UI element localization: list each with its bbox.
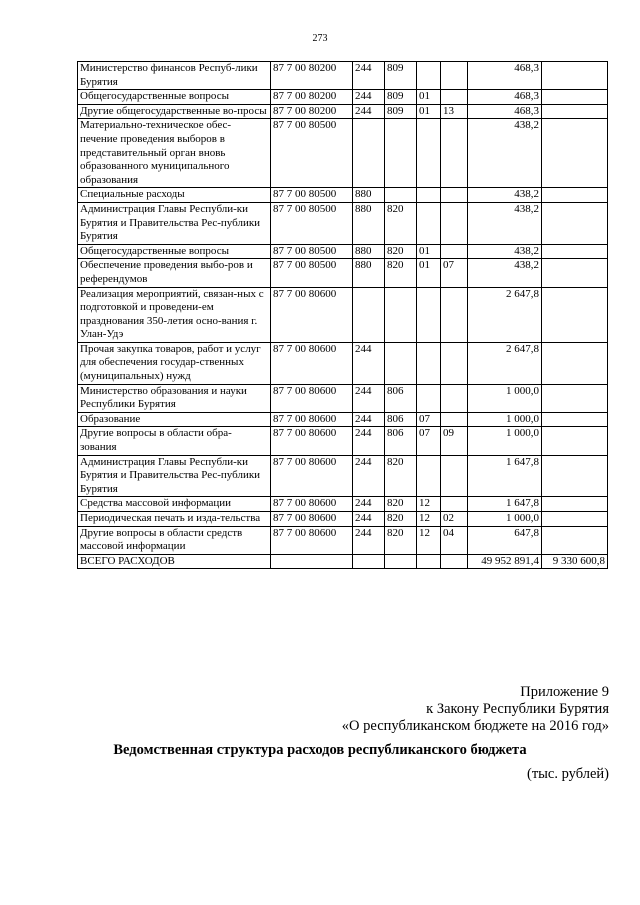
cell-target-article <box>271 554 353 569</box>
cell-administrator: 820 <box>385 202 417 244</box>
cell-amount: 1 647,8 <box>468 455 542 497</box>
cell-amount: 1 647,8 <box>468 497 542 512</box>
cell-expense-type <box>353 554 385 569</box>
cell-target-article: 87 7 00 80500 <box>271 259 353 287</box>
budget-table-body <box>78 62 608 569</box>
cell-target-article: 87 7 00 80600 <box>271 427 353 455</box>
cell-expense-type <box>353 119 385 188</box>
cell-name: Другие вопросы в области обра-зования <box>78 427 271 455</box>
cell-name: Администрация Главы Республи-ки Бурятия и Правительства Рес-публики Бурятия <box>78 455 271 497</box>
cell-administrator: 820 <box>385 526 417 554</box>
cell-target-article: 87 7 00 80500 <box>271 119 353 188</box>
cell-name: Другие вопросы в области средств массовой информации <box>78 526 271 554</box>
cell-subsection <box>441 412 468 427</box>
cell-expense-type: 244 <box>353 62 385 90</box>
cell-amount-2 <box>542 259 608 287</box>
table-row <box>78 342 608 384</box>
cell-administrator: 809 <box>385 90 417 105</box>
appendix-law: к Закону Республики Бурятия <box>426 701 609 717</box>
cell-amount-2 <box>542 412 608 427</box>
cell-section: 12 <box>417 526 441 554</box>
cell-section: 07 <box>417 412 441 427</box>
appendix-law-title: «О республиканском бюджете на 2016 год» <box>341 718 609 734</box>
cell-section <box>417 455 441 497</box>
cell-administrator: 806 <box>385 412 417 427</box>
table-row <box>78 384 608 412</box>
cell-name: Администрация Главы Республи-ки Бурятия и Правительства Рес-публики Бурятия <box>78 202 271 244</box>
cell-section: 01 <box>417 259 441 287</box>
table-row <box>78 427 608 455</box>
cell-expense-type: 244 <box>353 104 385 119</box>
cell-amount: 438,2 <box>468 259 542 287</box>
cell-target-article: 87 7 00 80200 <box>271 90 353 105</box>
table-row <box>78 526 608 554</box>
cell-subsection <box>441 455 468 497</box>
document-title: Ведомственная структура расходов республиканского бюджета <box>113 742 527 758</box>
cell-section: 12 <box>417 512 441 527</box>
cell-administrator <box>385 342 417 384</box>
cell-amount-2 <box>542 188 608 203</box>
cell-target-article: 87 7 00 80600 <box>271 455 353 497</box>
cell-subsection <box>441 90 468 105</box>
cell-section <box>417 342 441 384</box>
cell-name: Министерство образования и науки Республики Бурятия <box>78 384 271 412</box>
appendix-reference <box>342 684 609 735</box>
table-row <box>78 202 608 244</box>
cell-amount: 1 000,0 <box>468 512 542 527</box>
cell-subsection: 13 <box>441 104 468 119</box>
cell-target-article: 87 7 00 80600 <box>271 384 353 412</box>
cell-name: Реализация мероприятий, связан-ных с подготовкой и проведени-ем празднования 350-летия осно-вания г. Улан-Удэ <box>78 287 271 342</box>
cell-amount: 647,8 <box>468 526 542 554</box>
cell-subsection <box>441 62 468 90</box>
cell-name: Министерство финансов Респуб-лики Бурятия <box>78 62 271 90</box>
cell-administrator <box>385 287 417 342</box>
cell-expense-type: 244 <box>353 384 385 412</box>
cell-section <box>417 62 441 90</box>
cell-name: Другие общегосударственные во-просы <box>78 104 271 119</box>
cell-section <box>417 287 441 342</box>
table-row <box>78 512 608 527</box>
cell-section <box>417 188 441 203</box>
cell-amount: 1 000,0 <box>468 412 542 427</box>
cell-administrator: 809 <box>385 104 417 119</box>
cell-subsection <box>441 287 468 342</box>
cell-administrator: 820 <box>385 244 417 259</box>
cell-administrator: 806 <box>385 427 417 455</box>
cell-section: 12 <box>417 497 441 512</box>
cell-amount: 1 000,0 <box>468 427 542 455</box>
cell-section: 01 <box>417 90 441 105</box>
cell-administrator <box>385 188 417 203</box>
cell-section <box>417 202 441 244</box>
table-row <box>78 188 608 203</box>
cell-name: Средства массовой информации <box>78 497 271 512</box>
cell-name: Образование <box>78 412 271 427</box>
cell-expense-type: 244 <box>353 526 385 554</box>
cell-amount-2 <box>542 455 608 497</box>
table-row <box>78 244 608 259</box>
cell-subsection <box>441 497 468 512</box>
cell-target-article: 87 7 00 80500 <box>271 188 353 203</box>
cell-subsection: 04 <box>441 526 468 554</box>
cell-amount-2 <box>542 202 608 244</box>
cell-expense-type: 880 <box>353 259 385 287</box>
cell-expense-type: 244 <box>353 512 385 527</box>
cell-amount-2 <box>542 90 608 105</box>
table-row <box>78 119 608 188</box>
cell-target-article: 87 7 00 80200 <box>271 104 353 119</box>
cell-amount: 468,3 <box>468 104 542 119</box>
cell-section <box>417 119 441 188</box>
cell-amount-2 <box>542 427 608 455</box>
cell-amount: 438,2 <box>468 244 542 259</box>
table-row <box>78 497 608 512</box>
cell-target-article: 87 7 00 80600 <box>271 512 353 527</box>
cell-amount-2 <box>542 119 608 188</box>
cell-target-article: 87 7 00 80600 <box>271 287 353 342</box>
cell-administrator <box>385 554 417 569</box>
table-row <box>78 90 608 105</box>
table-row <box>78 412 608 427</box>
table-row <box>78 455 608 497</box>
cell-expense-type: 880 <box>353 202 385 244</box>
cell-subsection <box>441 554 468 569</box>
cell-subsection <box>441 202 468 244</box>
cell-target-article: 87 7 00 80600 <box>271 342 353 384</box>
cell-section <box>417 384 441 412</box>
cell-administrator: 820 <box>385 259 417 287</box>
cell-expense-type: 244 <box>353 455 385 497</box>
cell-amount: 468,3 <box>468 62 542 90</box>
cell-subsection <box>441 244 468 259</box>
page-number: 273 <box>312 33 328 44</box>
cell-name: Периодическая печать и изда-тельства <box>78 512 271 527</box>
table-row <box>78 287 608 342</box>
cell-administrator: 820 <box>385 497 417 512</box>
cell-amount: 2 647,8 <box>468 342 542 384</box>
cell-amount: 438,2 <box>468 202 542 244</box>
units-label: (тыс. рублей) <box>527 766 609 782</box>
cell-name: Общегосударственные вопросы <box>78 244 271 259</box>
cell-subsection <box>441 342 468 384</box>
cell-amount-2 <box>542 244 608 259</box>
cell-section <box>417 554 441 569</box>
cell-administrator: 809 <box>385 62 417 90</box>
cell-subsection: 07 <box>441 259 468 287</box>
cell-name: Материально-техническое обес-печение проведения выборов в представительный орган вновь образованного муниципального образования <box>78 119 271 188</box>
table-row <box>78 259 608 287</box>
cell-amount-2 <box>542 342 608 384</box>
cell-name: Общегосударственные вопросы <box>78 90 271 105</box>
cell-expense-type: 880 <box>353 188 385 203</box>
cell-amount: 438,2 <box>468 188 542 203</box>
cell-section: 01 <box>417 104 441 119</box>
cell-amount: 2 647,8 <box>468 287 542 342</box>
cell-amount-2 <box>542 104 608 119</box>
cell-expense-type <box>353 287 385 342</box>
cell-administrator: 820 <box>385 455 417 497</box>
cell-target-article: 87 7 00 80600 <box>271 497 353 512</box>
cell-subsection: 09 <box>441 427 468 455</box>
cell-amount: 468,3 <box>468 90 542 105</box>
cell-administrator: 806 <box>385 384 417 412</box>
cell-expense-type: 244 <box>353 412 385 427</box>
cell-amount-2 <box>542 512 608 527</box>
cell-section: 01 <box>417 244 441 259</box>
cell-amount-2: 9 330 600,8 <box>542 554 608 569</box>
cell-expense-type: 880 <box>353 244 385 259</box>
cell-amount: 49 952 891,4 <box>468 554 542 569</box>
cell-expense-type: 244 <box>353 497 385 512</box>
cell-section: 07 <box>417 427 441 455</box>
cell-administrator <box>385 119 417 188</box>
cell-amount-2 <box>542 497 608 512</box>
cell-expense-type: 244 <box>353 342 385 384</box>
cell-expense-type: 244 <box>353 90 385 105</box>
cell-name: ВСЕГО РАСХОДОВ <box>78 554 271 569</box>
cell-amount: 438,2 <box>468 119 542 188</box>
cell-amount-2 <box>542 384 608 412</box>
cell-name: Прочая закупка товаров, работ и услуг для обеспечения государ-ственных (муниципальных) нужд <box>78 342 271 384</box>
cell-target-article: 87 7 00 80500 <box>271 244 353 259</box>
cell-subsection <box>441 384 468 412</box>
appendix-number: Приложение 9 <box>520 684 609 700</box>
table-row <box>78 554 608 569</box>
cell-subsection: 02 <box>441 512 468 527</box>
table-row <box>78 104 608 119</box>
cell-name: Специальные расходы <box>78 188 271 203</box>
budget-table <box>77 61 608 569</box>
cell-amount-2 <box>542 526 608 554</box>
cell-amount-2 <box>542 62 608 90</box>
cell-target-article: 87 7 00 80500 <box>271 202 353 244</box>
cell-subsection <box>441 188 468 203</box>
cell-target-article: 87 7 00 80200 <box>271 62 353 90</box>
cell-expense-type: 244 <box>353 427 385 455</box>
cell-target-article: 87 7 00 80600 <box>271 526 353 554</box>
table-row <box>78 62 608 90</box>
cell-target-article: 87 7 00 80600 <box>271 412 353 427</box>
cell-amount: 1 000,0 <box>468 384 542 412</box>
cell-administrator: 820 <box>385 512 417 527</box>
cell-amount-2 <box>542 287 608 342</box>
cell-subsection <box>441 119 468 188</box>
cell-name: Обеспечение проведения выбо-ров и референдумов <box>78 259 271 287</box>
